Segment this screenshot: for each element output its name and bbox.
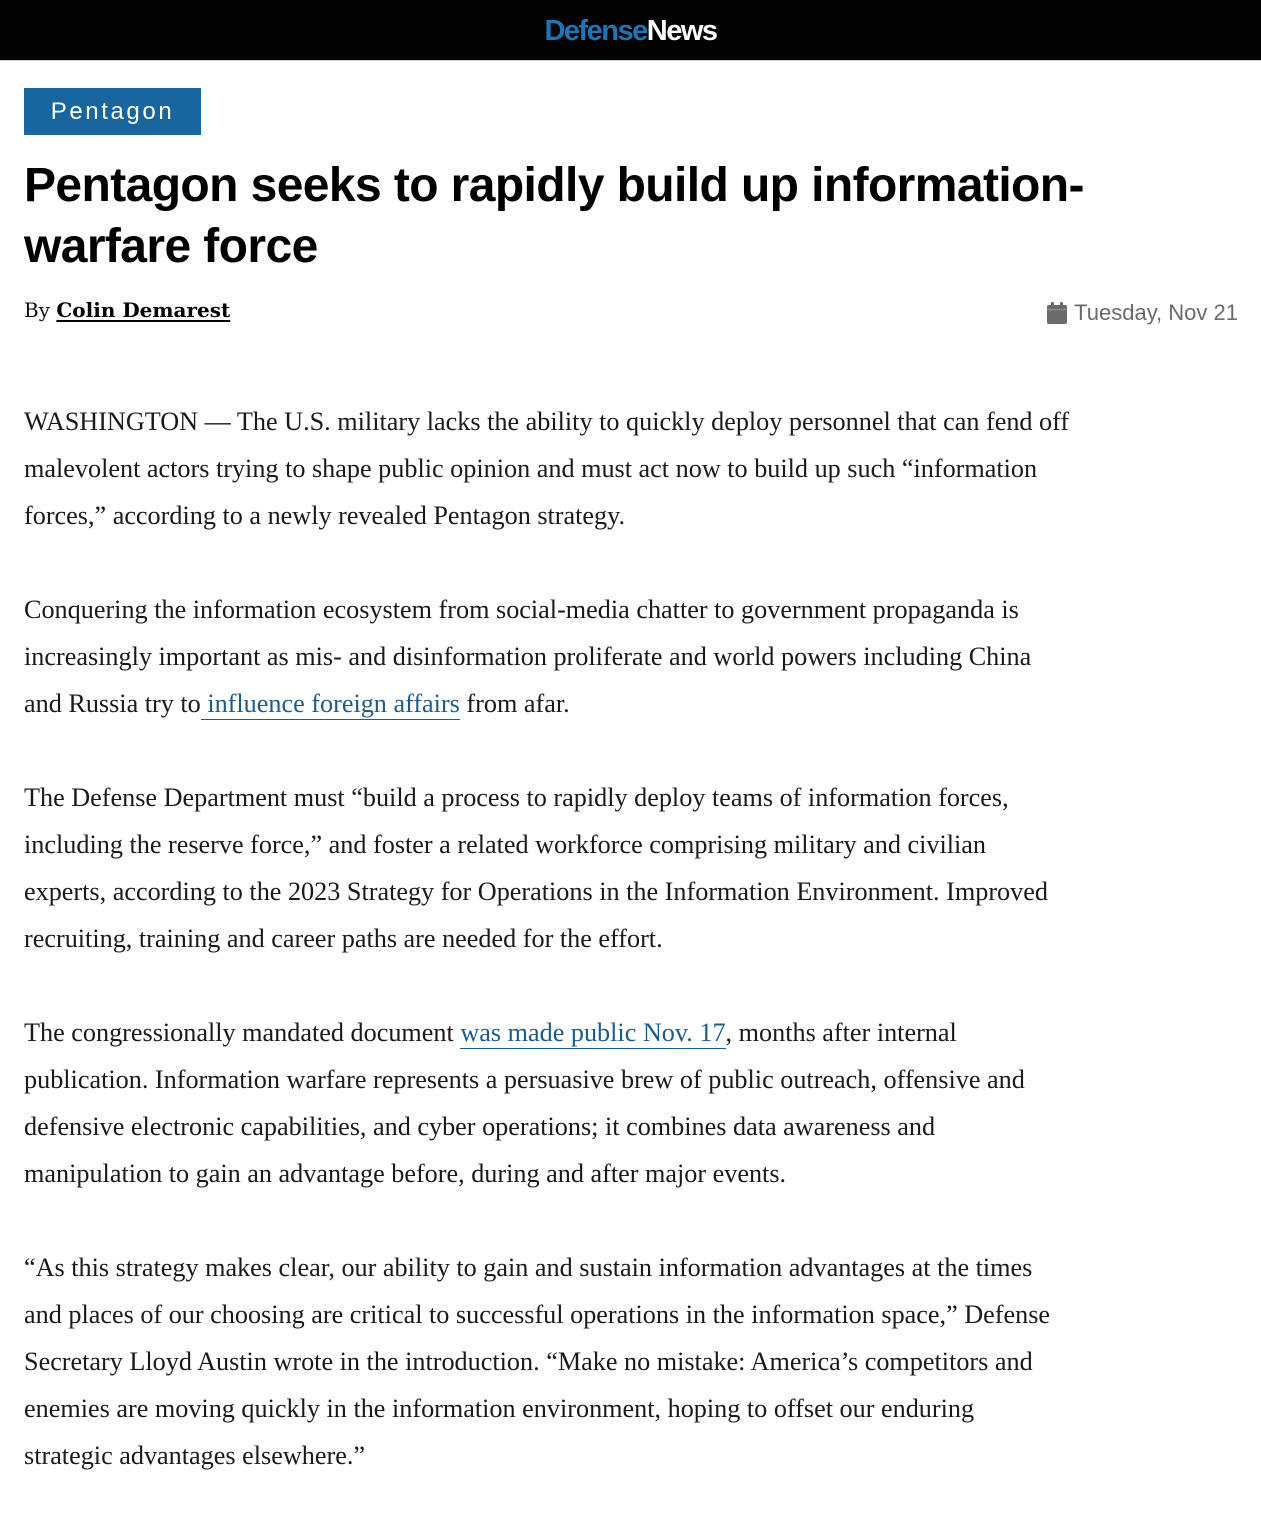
article-headline	[24, 155, 1239, 277]
text-line	[24, 1009, 1239, 1056]
inline-link[interactable]: was made public Nov. 17	[460, 1018, 726, 1047]
article-body	[24, 398, 1239, 1526]
text-line	[24, 915, 1239, 962]
text-segment: Secretary Lloyd Austin wrote in the introduction. “Make no mistake: America’s competitors and	[24, 1347, 1033, 1376]
text-line	[24, 1291, 1239, 1338]
text-segment: forces,” according to a newly revealed Pentagon strategy.	[24, 501, 626, 530]
text-line	[24, 1338, 1239, 1385]
article-paragraph	[24, 1244, 1239, 1479]
byline-prefix: By	[24, 298, 50, 322]
text-segment: malevolent actors trying to shape public opinion and must act now to build up such “information	[24, 454, 1038, 483]
text-line	[24, 680, 1239, 727]
text-line	[24, 1385, 1239, 1432]
publish-date	[1047, 300, 1238, 326]
text-line	[24, 445, 1239, 492]
text-line	[24, 821, 1239, 868]
text-segment: and Russia try to	[24, 689, 201, 718]
headline-line: Pentagon seeks to rapidly build up information-	[24, 159, 1084, 212]
text-line	[24, 492, 1239, 539]
article-paragraph	[24, 398, 1239, 539]
text-line	[24, 868, 1239, 915]
logo-text-defense: Defense	[544, 14, 647, 47]
site-header	[0, 0, 1261, 61]
text-segment: and places of our choosing are critical to successful operations in the information space,” Defense	[24, 1300, 1051, 1329]
text-segment: experts, according to the 2023 Strategy for Operations in the Information Environment. Improved	[24, 877, 1048, 906]
text-line	[24, 1244, 1239, 1291]
text-line	[24, 774, 1239, 821]
text-segment: manipulation to gain an advantage before, during and after major events.	[24, 1159, 787, 1188]
text-line	[24, 398, 1239, 445]
defense-news-logo[interactable]	[544, 14, 717, 47]
author-link[interactable]: Colin Demarest	[56, 298, 231, 322]
text-segment: recruiting, training and career paths are needed for the effort.	[24, 924, 663, 953]
text-segment: Conquering the information ecosystem from social-media chatter to government propaganda is	[24, 595, 1019, 624]
calendar-icon	[1047, 302, 1067, 324]
text-line	[24, 633, 1239, 680]
date-text: Tuesday, Nov 21	[1074, 300, 1238, 325]
text-segment: from afar.	[459, 689, 570, 718]
text-segment: publication. Information warfare represents a persuasive brew of public outreach, offensive and	[24, 1065, 1025, 1094]
text-line	[24, 1150, 1239, 1197]
text-segment: The congressionally mandated document	[24, 1018, 461, 1047]
category-tag[interactable]: Pentagon	[24, 88, 201, 135]
text-segment: defensive electronic capabilities, and cyber operations; it combines data awareness and	[24, 1112, 936, 1141]
logo-text-news: News	[646, 14, 717, 47]
byline	[24, 298, 230, 322]
text-segment: strategic advantages elsewhere.”	[24, 1441, 365, 1470]
headline-line: warfare force	[24, 220, 318, 273]
text-line	[24, 586, 1239, 633]
text-line	[24, 1056, 1239, 1103]
text-segment: including the reserve force,” and foster a related workforce comprising military and civilian	[24, 830, 987, 859]
text-line	[24, 1432, 1239, 1479]
text-segment: WASHINGTON — The U.S. military lacks the ability to quickly deploy personnel that can fend off	[24, 407, 1070, 436]
text-segment: enemies are moving quickly in the information environment, hoping to offset our enduring	[24, 1394, 975, 1423]
text-line	[24, 1103, 1239, 1150]
text-segment: “As this strategy makes clear, our ability to gain and sustain information advantages at the times	[24, 1253, 1033, 1282]
article-paragraph	[24, 774, 1239, 962]
text-segment: , months after internal	[725, 1018, 957, 1047]
article-paragraph	[24, 586, 1239, 727]
text-segment: The Defense Department must “build a process to rapidly deploy teams of information forces,	[24, 783, 1009, 812]
inline-link[interactable]: influence foreign affairs	[200, 689, 460, 718]
article-paragraph	[24, 1009, 1239, 1197]
text-segment: increasingly important as mis- and disinformation proliferate and world powers including China	[24, 642, 1032, 671]
